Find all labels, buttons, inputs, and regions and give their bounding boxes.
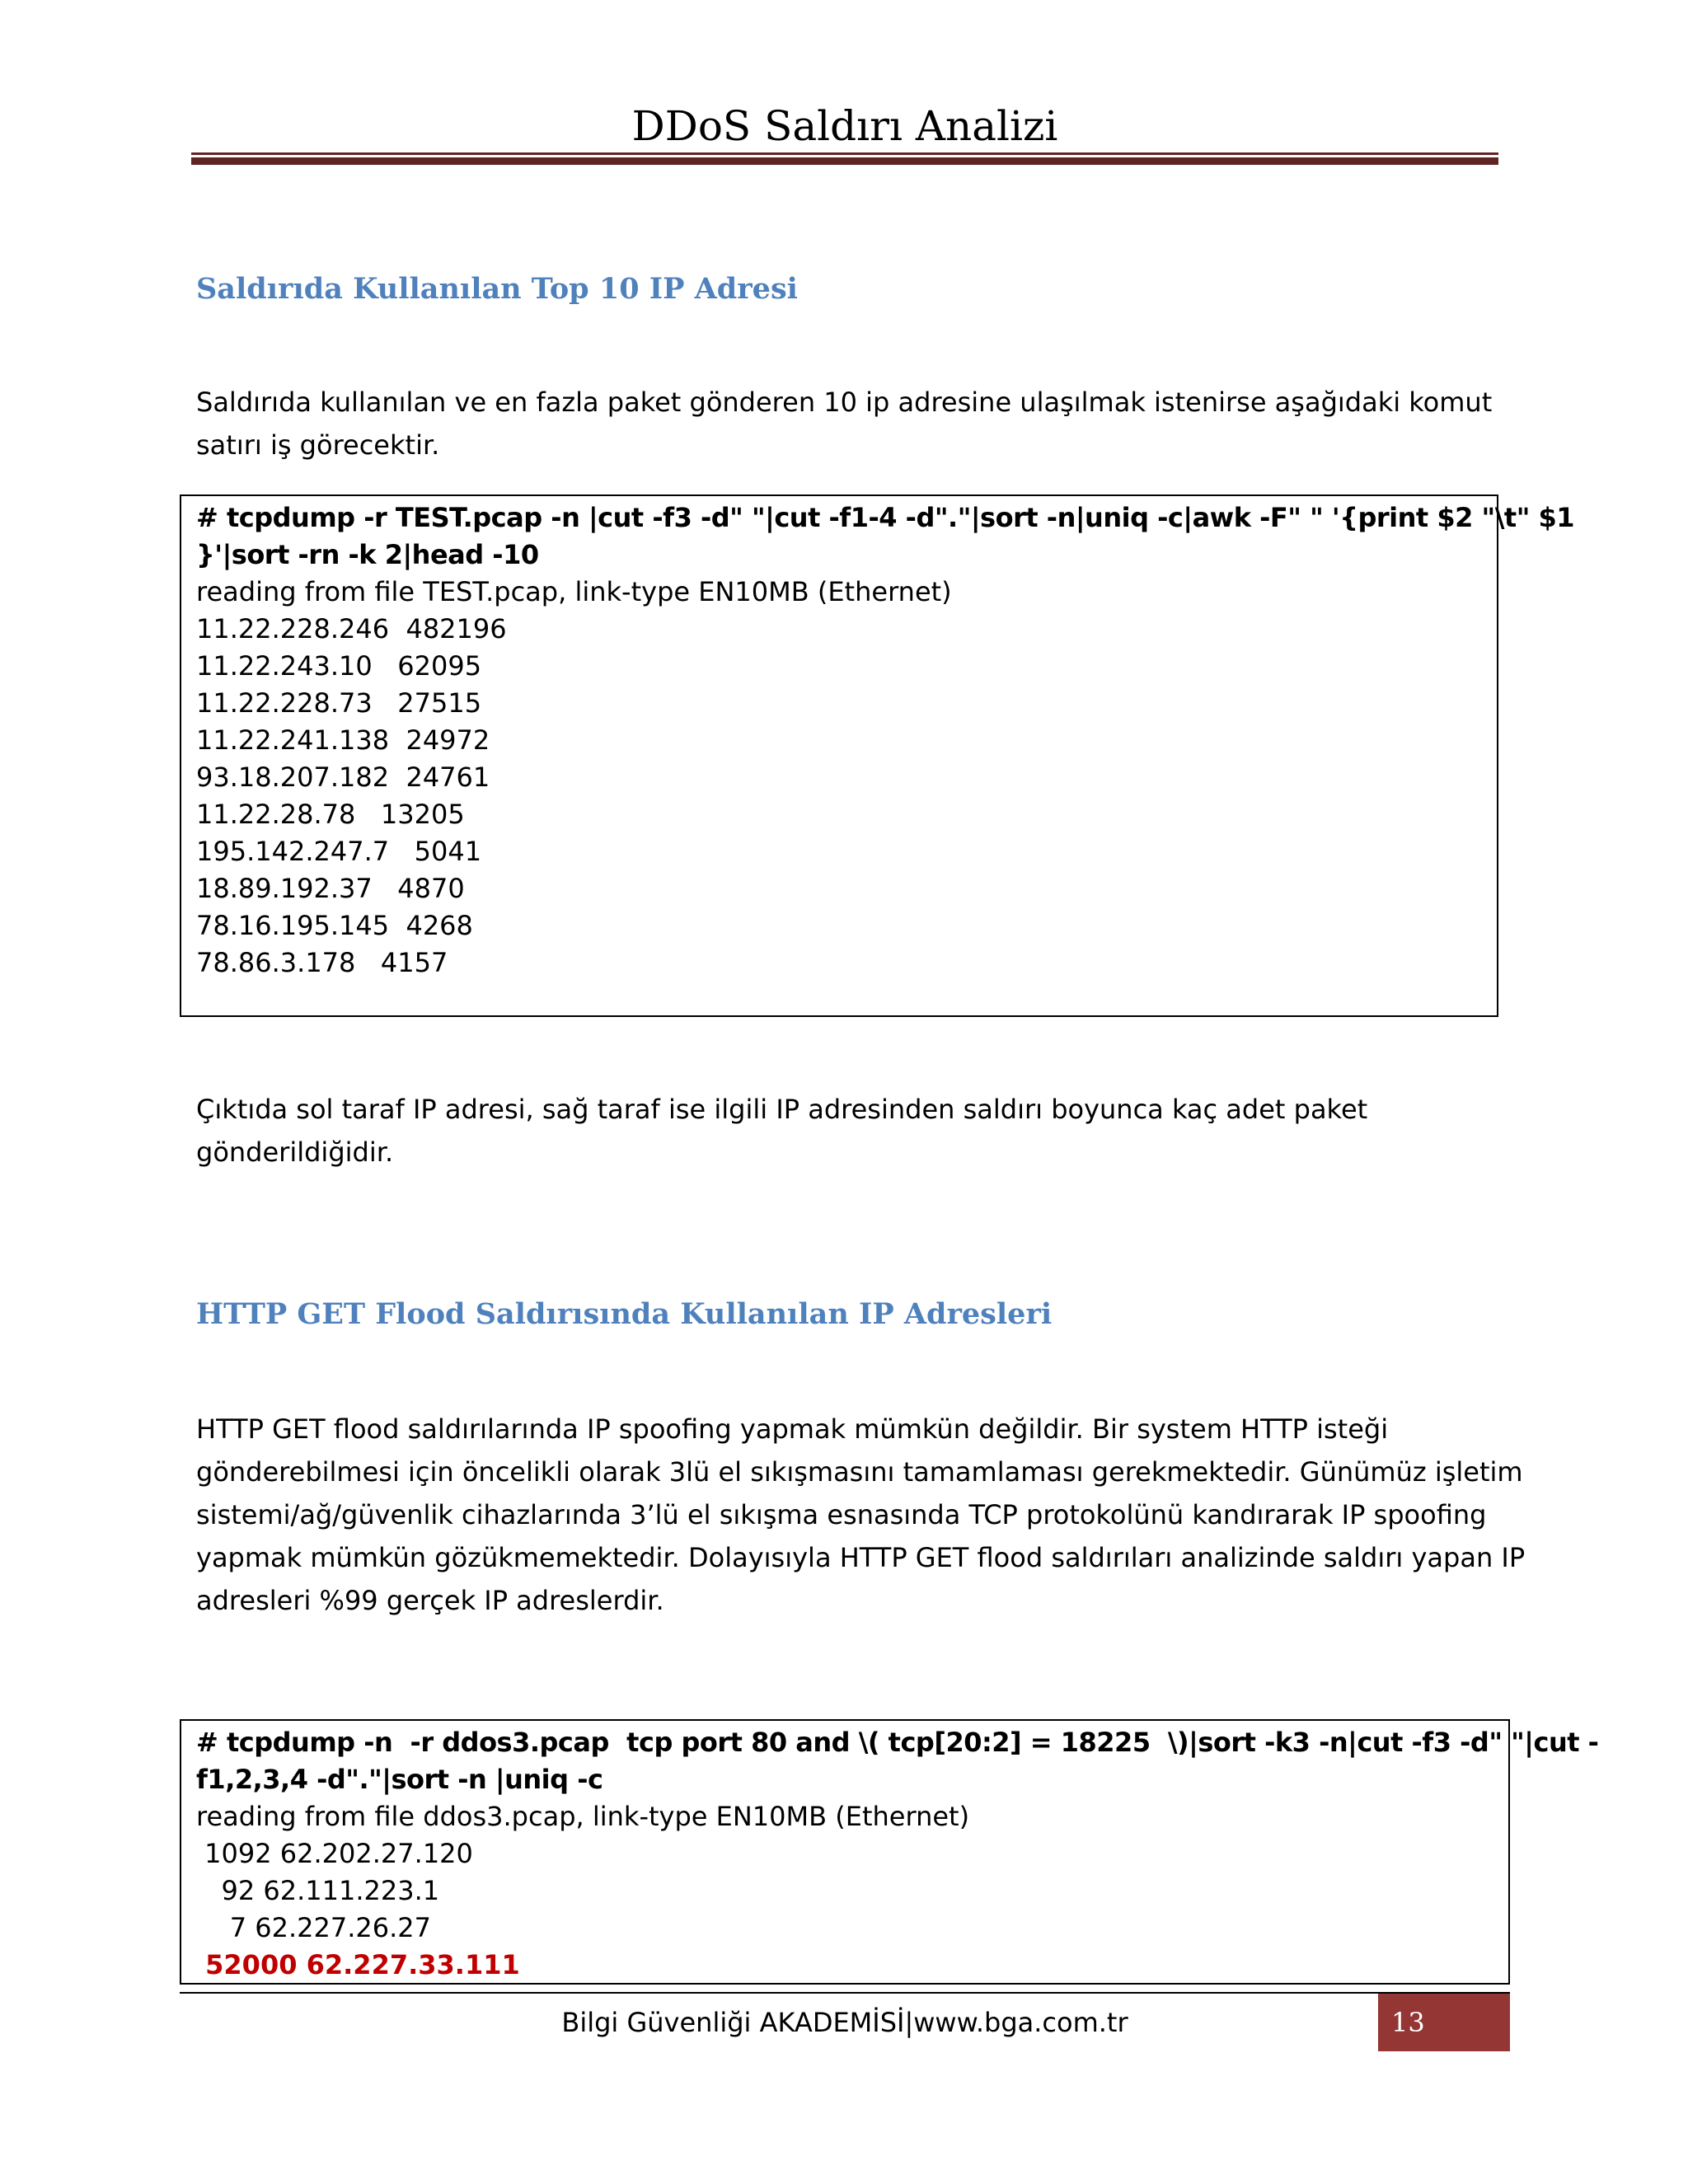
- section1-explanation: Çıktıda sol taraf IP adresi, sağ taraf ise ilgili IP adresinden saldırı boyunca kaç adet paket gönderildiğidir.: [196, 1094, 1368, 1168]
- paragraph-line: yapmak mümkün gözükmemektedir. Dolayısıyla HTTP GET flood saldırıları analizinde saldırı yapan IP: [196, 1542, 1526, 1573]
- highlighted-output-line: 52000 62.227.33.111: [196, 1949, 520, 1980]
- output-line: 93.18.207.182 24761: [196, 762, 490, 793]
- footer-text: Bilgi Güvenliği AKADEMİSİ|www.bga.com.tr: [561, 2007, 1128, 2038]
- output-line: 11.22.28.78 13205: [196, 799, 465, 830]
- command-line: }'|sort -rn -k 2|head -10: [196, 539, 539, 570]
- output-line: 11.22.243.10 62095: [196, 650, 482, 682]
- header-divider-thin: [191, 152, 1498, 155]
- command-line: # tcpdump -r TEST.pcap -n |cut -f3 -d" "|cut -f1-4 -d"."|sort -n|uniq -c|awk -F" " '{print $2 "\t" $1: [196, 502, 1575, 533]
- section-heading-top10: Saldırıda Kullanılan Top 10 IP Adresi: [196, 272, 798, 306]
- output-line: 92 62.111.223.1: [196, 1875, 440, 1906]
- command-line: f1,2,3,4 -d"."|sort -n |uniq -c: [196, 1764, 603, 1795]
- paragraph-line: adresleri %99 gerçek IP adreslerdir.: [196, 1585, 664, 1616]
- section2-paragraph: [196, 1408, 1526, 1622]
- header-divider-thick: [191, 157, 1498, 165]
- page-number: 13: [1378, 1994, 1510, 2051]
- code-block-top10: [180, 494, 1575, 1017]
- output-line: 78.16.195.145 4268: [196, 910, 473, 941]
- reading-line: reading from file TEST.pcap, link-type EN10MB (Ethernet): [196, 576, 952, 607]
- output-line: 18.89.192.37 4870: [196, 873, 465, 904]
- section-heading-http-get: HTTP GET Flood Saldırısında Kullanılan IP Adresleri: [196, 1297, 1053, 1331]
- output-line: 11.22.228.246 482196: [196, 613, 507, 644]
- section1-intro-paragraph: Saldırıda kullanılan ve en fazla paket gönderen 10 ip adresine ulaşılmak istenirse aşağıdaki komut satırı iş görecektir.: [196, 387, 1493, 461]
- paragraph-line: HTTP GET flood saldırılarında IP spoofing yapmak mümkün değildir. Bir system HTTP isteği: [196, 1413, 1389, 1445]
- paragraph-line: gönderebilmesi için öncelikli olarak 3lü el sıkışmasını tamamlaması gerekmektedir. Günümüz işletim: [196, 1456, 1523, 1488]
- page-title: DDoS Saldırı Analizi: [631, 102, 1058, 150]
- footer-divider: [180, 1992, 1510, 1994]
- output-line: 7 62.227.26.27: [196, 1912, 431, 1943]
- output-line: 1092 62.202.27.120: [196, 1838, 473, 1869]
- output-line: 11.22.241.138 24972: [196, 724, 490, 756]
- output-line: 195.142.247.7 5041: [196, 836, 482, 867]
- output-line: 11.22.228.73 27515: [196, 687, 482, 719]
- paragraph-line: sistemi/ağ/güvenlik cihazlarında 3’lü el sıkışma esnasında TCP protokolünü kandırarak IP spoofing: [196, 1499, 1487, 1530]
- reading-line: reading from file ddos3.pcap, link-type EN10MB (Ethernet): [196, 1801, 970, 1832]
- command-line: # tcpdump -n -r ddos3.pcap tcp port 80 and \( tcp[20:2] = 18225 \)|sort -k3 -n|cut -f3 -d" "|cut -: [196, 1727, 1599, 1758]
- output-line: 78.86.3.178 4157: [196, 947, 448, 978]
- code-block-http-get: [180, 1719, 1599, 1985]
